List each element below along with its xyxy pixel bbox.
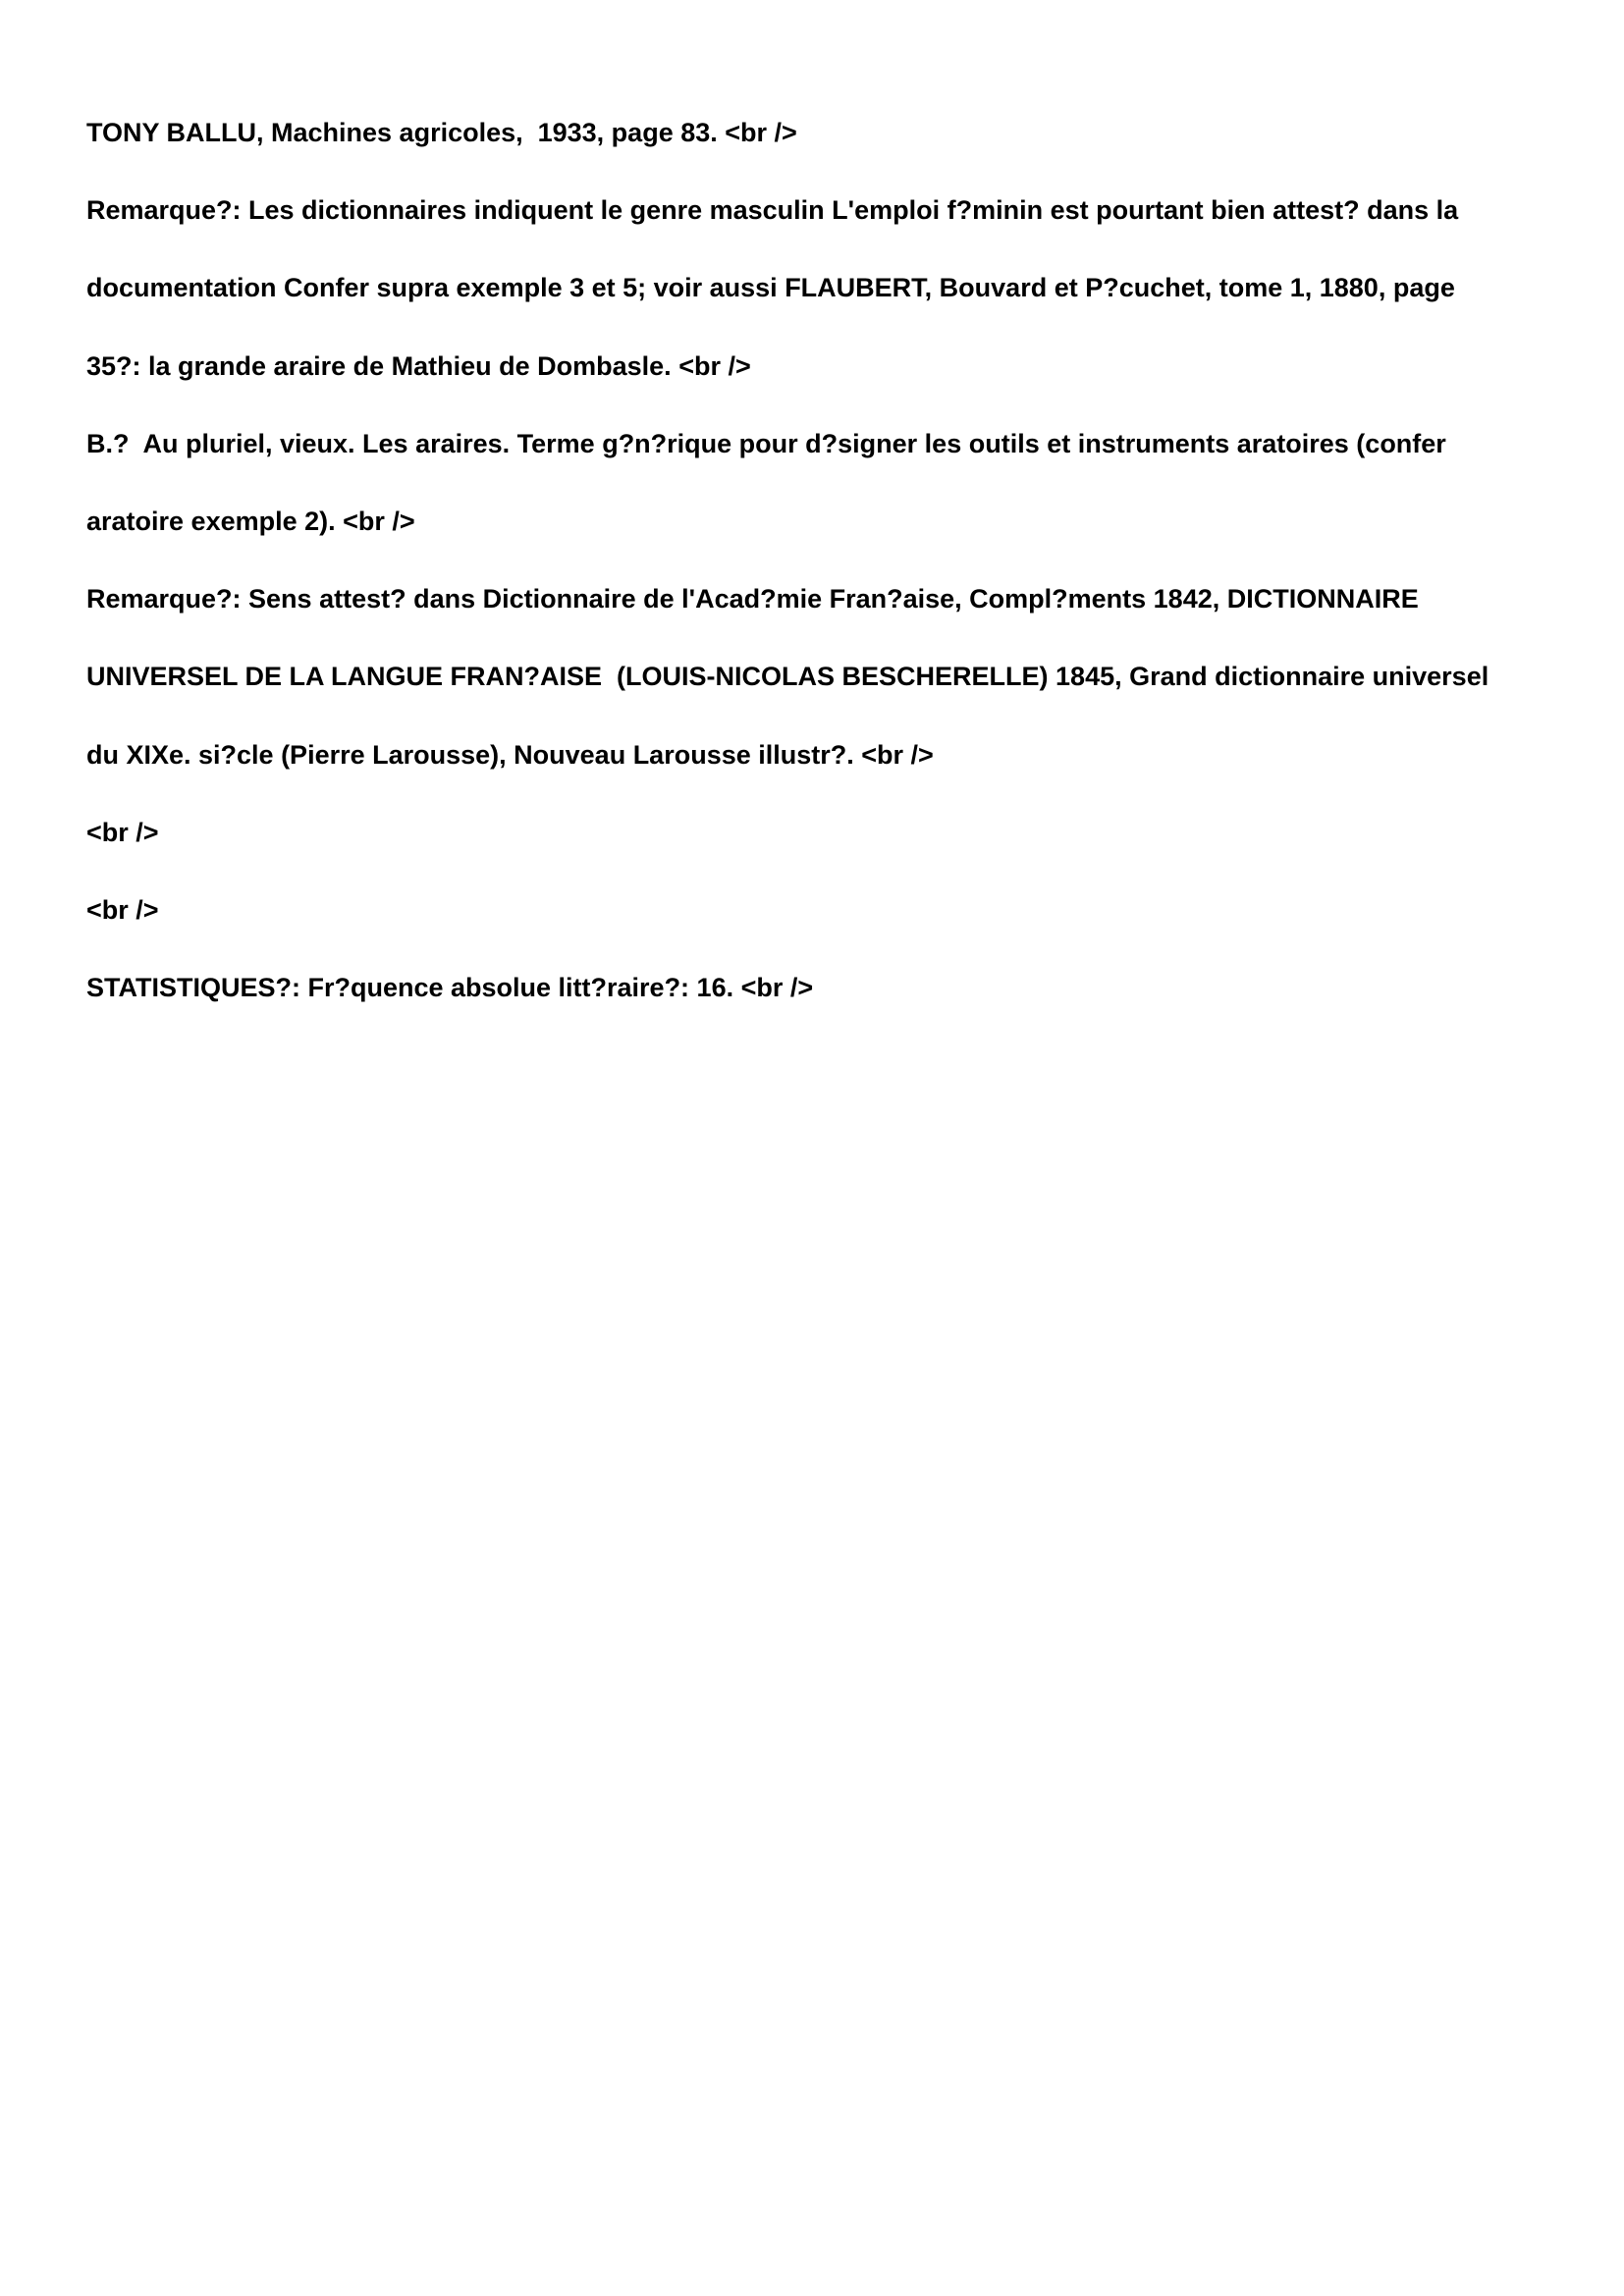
text-line-statistics: STATISTIQUES?: Fr?quence absolue litt?raire?: 16. <br /> bbox=[86, 973, 814, 1003]
text-line-break-2: <br /> bbox=[86, 894, 159, 925]
text-line-citation: TONY BALLU, Machines agricoles, 1933, page 83. <br /> bbox=[86, 118, 797, 147]
text-line-break-1: <br /> bbox=[86, 817, 159, 847]
text-line-remark-2-end: du XIXe. si?cle (Pierre Larousse), Nouveau Larousse illustr?. <br /> bbox=[86, 739, 934, 770]
text-line-remark-2-cont: UNIVERSEL DE LA LANGUE FRAN?AISE (LOUIS-NICOLAS BESCHERELLE) 1845, Grand dictionnaire universel bbox=[86, 662, 1489, 692]
text-line-remark-2: Remarque?: Sens attest? dans Dictionnaire de l'Acad?mie Fran?aise, Compl?ments 1842, DICTIONNAIRE bbox=[86, 584, 1419, 614]
text-line-remark-1: Remarque?: Les dictionnaires indiquent le genre masculin L'emploi f?minin est pourtant bien attest? dans la bbox=[86, 195, 1459, 226]
text-line-remark-1-end: 35?: la grande araire de Mathieu de Dombasle. <br /> bbox=[86, 350, 751, 381]
text-line-remark-1-cont: documentation Confer supra exemple 3 et 5; voir aussi FLAUBERT, Bouvard et P?cuchet, tome 1, 1880, page bbox=[86, 273, 1455, 303]
document-text-block bbox=[86, 94, 1559, 1027]
text-line-section-b: B.? Au pluriel, vieux. Les araires. Terme g?n?rique pour d?signer les outils et instruments aratoires (confer bbox=[86, 428, 1446, 458]
text-line-section-b-end: aratoire exemple 2). <br /> bbox=[86, 506, 415, 536]
